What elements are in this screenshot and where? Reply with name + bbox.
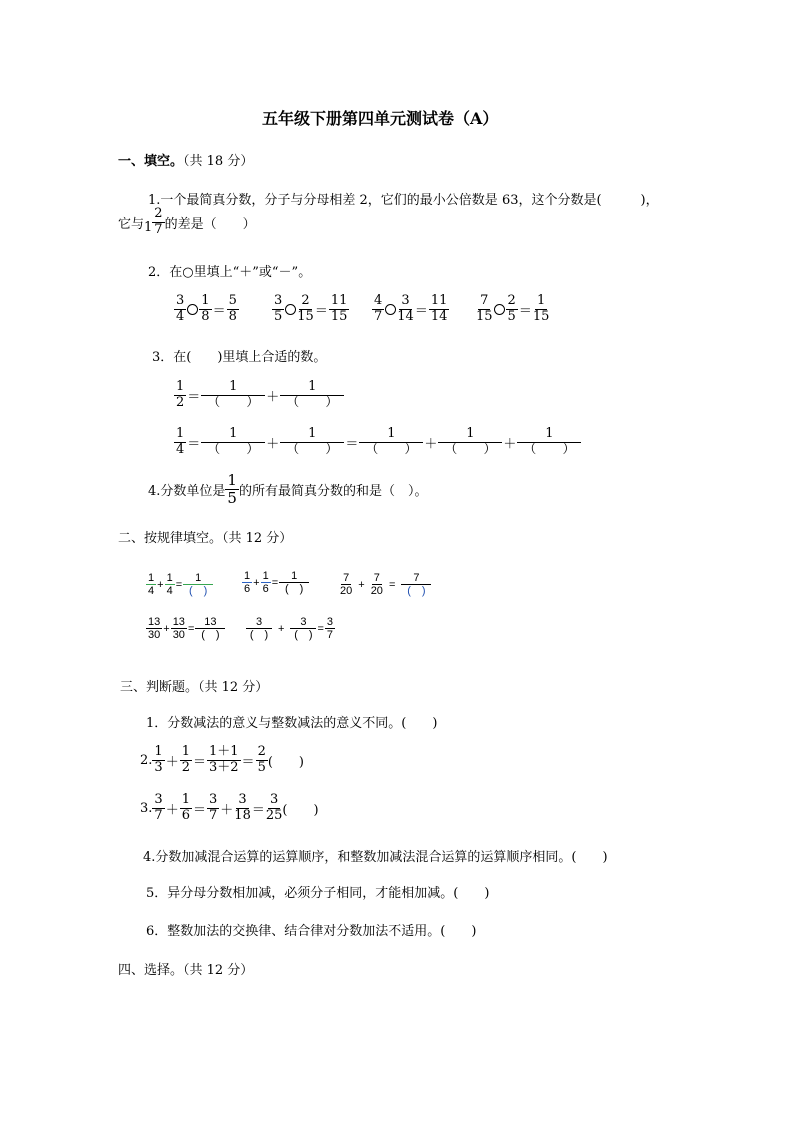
equals-sign: ＝ — [212, 303, 226, 319]
numerator: 1 — [227, 471, 237, 489]
denominator-blank[interactable]: （ ） — [207, 441, 260, 457]
denominator-blank[interactable]: （ ） — [286, 441, 339, 457]
numerator: 11 — [430, 293, 448, 308]
denominator: 15 — [330, 308, 348, 324]
fraction — [340, 572, 352, 597]
denominator: 7 — [154, 807, 163, 823]
judge-q5: 5．异分母分数相加减，必须分子相同，才能相加减。( ) — [146, 886, 490, 901]
numerator: 7 — [373, 572, 380, 584]
section1-heading: 一、填空。 — [118, 154, 184, 169]
denominator: 7 — [154, 221, 163, 237]
numerator: 3 — [401, 293, 410, 308]
q3-equation-2 — [174, 427, 581, 458]
plus-sign: + — [157, 578, 164, 591]
numerator: 1 — [166, 572, 173, 584]
q1-line1: 1.一个最简真分数，分子与分母相差 2，它们的最小公倍数是 63，这个分数是( )， — [148, 193, 659, 208]
numerator: 1 — [280, 380, 344, 396]
equals-sign: ＝ — [345, 436, 359, 452]
section1-score: （共 18 分） — [183, 154, 254, 169]
plus-sign: + — [278, 622, 285, 635]
operator-circle[interactable] — [494, 304, 505, 315]
numerator: 1 — [359, 427, 423, 443]
denominator: 2 — [181, 759, 190, 775]
numerator: 1 — [201, 427, 265, 443]
blank-fraction[interactable] — [438, 427, 502, 458]
numerator: 3 — [154, 792, 163, 807]
numerator: 3 — [246, 616, 272, 629]
blank-fraction[interactable] — [359, 427, 423, 458]
denominator: 20 — [340, 585, 353, 598]
denominator: 7 — [374, 308, 383, 324]
fraction — [165, 572, 175, 597]
q4-prefix: 4.分数单位是 — [148, 484, 226, 500]
answer-blank[interactable]: ( ) — [267, 754, 304, 770]
denominator: 4 — [148, 585, 155, 598]
numerator: 7 — [343, 572, 350, 584]
denominator-blank[interactable]: （ ） — [523, 441, 576, 457]
fraction — [207, 745, 241, 776]
numerator: 1 — [201, 293, 210, 308]
plus-sign: ＋ — [424, 436, 438, 452]
fraction — [199, 294, 211, 325]
plus-sign: ＋ — [165, 754, 179, 770]
numerator: 1 — [244, 570, 251, 582]
fraction — [146, 616, 162, 641]
denominator: 2 — [176, 394, 185, 410]
equals-sign: ＝ — [192, 802, 206, 818]
numerator: 7 — [480, 293, 489, 308]
denominator-blank[interactable]: ( ) — [249, 629, 269, 642]
numerator: 1 — [181, 744, 190, 759]
denominator: 5 — [507, 308, 516, 324]
section2-heading: 二、按规律填空。（共 12 分） — [118, 531, 293, 546]
plus-sign: ＋ — [266, 436, 280, 452]
numerator: 1 — [438, 427, 502, 443]
fraction — [171, 616, 187, 641]
q3-equation-1 — [174, 380, 344, 411]
numerator: 13 — [172, 616, 185, 628]
denominator: 6 — [262, 583, 269, 596]
fraction — [506, 294, 518, 325]
numerator: 1 — [183, 572, 213, 585]
plus-sign: ＋ — [266, 389, 280, 405]
denominator: 6 — [244, 583, 251, 596]
equals-sign: = — [388, 578, 396, 591]
judge-q2 — [140, 745, 304, 776]
fraction — [207, 793, 219, 824]
equals-sign: = — [175, 578, 183, 591]
numerator: 3 — [274, 293, 283, 308]
fraction[interactable] — [401, 572, 431, 597]
q4-line — [148, 472, 427, 508]
equals-sign: ＝ — [187, 389, 201, 405]
equals-sign: ＝ — [241, 754, 255, 770]
equals-sign: = — [271, 576, 279, 589]
denominator: 15 — [297, 308, 314, 324]
denominator: 6 — [181, 807, 190, 823]
operator-circle[interactable] — [285, 304, 296, 315]
fraction — [152, 745, 164, 776]
fraction[interactable] — [195, 616, 225, 641]
numerator: 3 — [269, 792, 279, 807]
q1-suffix: 的差是（ ） — [164, 216, 256, 232]
pattern-item-1 — [146, 572, 213, 597]
fraction[interactable] — [183, 572, 213, 597]
numerator: 1 — [176, 379, 185, 394]
fraction — [174, 294, 186, 325]
q1-mixed-fraction — [152, 207, 164, 238]
numerator: 1 — [280, 427, 344, 443]
section4-heading: 四、选择。（共 12 分） — [118, 963, 254, 978]
numerator: 13 — [148, 616, 161, 628]
fraction — [146, 572, 156, 597]
denominator: 30 — [172, 629, 185, 642]
numerator: 3 — [176, 293, 185, 308]
q3-text: 3．在( )里填上合适的数。 — [152, 350, 327, 365]
plus-sign: ＋ — [503, 436, 517, 452]
fraction — [225, 472, 239, 508]
numerator: 1 — [148, 572, 155, 584]
numerator: 3 — [326, 616, 333, 628]
fraction — [256, 745, 268, 776]
denominator: 4 — [176, 308, 185, 324]
numerator: 1 — [517, 427, 581, 443]
q1-mixed-whole: 1 — [144, 219, 153, 235]
numerator: 1 — [536, 293, 546, 308]
denominator: 15 — [532, 308, 550, 324]
denominator: 5 — [257, 759, 266, 775]
q1-line2 — [118, 207, 256, 238]
plus-sign: + — [358, 578, 365, 591]
numerator: 3 — [238, 792, 247, 807]
pattern-item-2 — [242, 570, 309, 595]
numerator: 2 — [257, 744, 266, 759]
denominator-blank[interactable]: （ ） — [365, 441, 418, 457]
denominator-blank[interactable]: ( ) — [188, 585, 208, 598]
denominator: 14 — [430, 308, 448, 324]
fraction — [371, 572, 383, 597]
equals-sign: = — [317, 622, 324, 635]
numerator: 7 — [401, 572, 431, 585]
plus-sign: ＋ — [220, 802, 234, 818]
numerator: 3 — [290, 616, 316, 629]
denominator-blank[interactable]: ( ) — [294, 629, 313, 642]
numerator: 5 — [228, 293, 237, 308]
denominator: 14 — [397, 308, 414, 324]
denominator: 20 — [370, 585, 383, 598]
equals-sign: = — [187, 622, 195, 635]
denominator-blank[interactable]: ( ) — [201, 629, 220, 642]
denominator-blank[interactable]: （ ） — [286, 394, 339, 410]
fraction — [261, 570, 271, 595]
section1-heading-row — [118, 150, 253, 169]
denominator: 8 — [228, 308, 237, 324]
fraction — [180, 745, 192, 776]
denominator: 25 — [265, 807, 283, 823]
equals-sign: ＝ — [314, 303, 328, 319]
denominator: 30 — [148, 629, 161, 642]
fraction — [397, 294, 414, 325]
plus-sign: + — [163, 622, 170, 635]
fraction — [329, 294, 350, 325]
denominator: 7 — [209, 807, 218, 823]
q2-item-3 — [372, 294, 449, 325]
denominator-blank[interactable]: （ ） — [444, 441, 497, 457]
denominator-blank[interactable]: ( ) — [407, 585, 426, 598]
fraction — [180, 793, 192, 824]
fraction[interactable] — [279, 570, 309, 595]
q2-item-4 — [476, 294, 549, 325]
page-title: 五年级下册第四单元测试卷（A） — [262, 109, 499, 128]
denominator: 15 — [476, 308, 493, 324]
fraction — [325, 616, 335, 641]
plus-sign: ＋ — [165, 802, 179, 818]
fraction — [476, 294, 493, 325]
fraction — [429, 294, 450, 325]
numerator: 1 — [201, 380, 265, 396]
numerator: 2 — [154, 206, 163, 221]
q1-prefix: 它与 — [118, 216, 145, 232]
numerator: 13 — [195, 616, 225, 629]
denominator: 18 — [234, 807, 251, 823]
fraction — [297, 294, 314, 325]
equals-sign: ＝ — [251, 802, 265, 818]
denominator-blank[interactable]: ( ) — [284, 583, 304, 596]
denominator: 4 — [176, 441, 185, 457]
answer-blank[interactable]: ( ) — [282, 802, 319, 818]
q4-suffix: 的所有最简真分数的和是（ ）。 — [238, 484, 428, 500]
fraction — [174, 427, 186, 458]
numerator: 3 — [209, 792, 218, 807]
question-number: 2. — [140, 752, 153, 768]
judge-q4: 4.分数加减混合运算的运算顺序，和整数加减法混合运算的运算顺序相同。( ) — [143, 850, 608, 865]
numerator: 1 — [279, 570, 309, 583]
fraction[interactable] — [290, 616, 316, 641]
pattern-item-3 — [340, 572, 431, 597]
fraction — [152, 793, 164, 824]
fraction — [227, 294, 239, 325]
blank-fraction[interactable] — [517, 427, 581, 458]
equals-sign: ＝ — [414, 303, 428, 319]
numerator: 2 — [301, 293, 310, 308]
numerator: 4 — [374, 293, 383, 308]
blank-fraction[interactable] — [280, 380, 344, 411]
fraction — [533, 294, 550, 325]
question-number: 3. — [140, 800, 153, 816]
denominator: 5 — [227, 489, 237, 508]
denominator: 7 — [326, 629, 333, 642]
fraction[interactable] — [246, 616, 272, 641]
section3-heading: 三、判断题。（共 12 分） — [120, 680, 269, 695]
pattern-item-5 — [246, 616, 335, 641]
plus-sign: + — [253, 576, 260, 589]
operator-circle[interactable] — [385, 304, 396, 315]
fraction — [266, 793, 283, 824]
denominator: 3 — [154, 759, 163, 775]
denominator: 5 — [274, 308, 283, 324]
blank-fraction[interactable] — [201, 427, 265, 458]
numerator: 1 — [181, 792, 190, 807]
numerator: 2 — [507, 293, 516, 308]
judge-q6: 6．整数加法的交换律、结合律对分数加法不适用。( ) — [146, 924, 477, 939]
denominator: 4 — [166, 585, 173, 598]
denominator: 8 — [201, 308, 210, 324]
equals-sign: ＝ — [518, 303, 532, 319]
equals-sign: ＝ — [187, 436, 201, 452]
numerator: 11 — [330, 293, 348, 308]
equals-sign: ＝ — [192, 754, 206, 770]
fraction — [272, 294, 284, 325]
q2-text: 2．在○里填上“＋”或“－”。 — [148, 265, 312, 280]
pattern-item-4 — [146, 616, 225, 641]
fraction — [234, 793, 251, 824]
judge-q1: 1．分数减法的意义与整数减法的意义不同。( ) — [146, 716, 438, 731]
judge-q3 — [140, 793, 319, 824]
numerator: 1 — [154, 744, 163, 759]
fraction — [372, 294, 384, 325]
blank-fraction[interactable] — [201, 380, 265, 411]
fraction — [242, 570, 252, 595]
numerator: 1 — [176, 426, 185, 441]
operator-circle[interactable] — [187, 304, 198, 315]
numerator: 1＋1 — [209, 744, 239, 759]
blank-fraction[interactable] — [280, 427, 344, 458]
denominator: 3＋2 — [209, 759, 239, 775]
fraction — [174, 380, 186, 411]
q2-item-1 — [174, 294, 239, 325]
q2-item-2 — [272, 294, 349, 325]
denominator-blank[interactable]: （ ） — [207, 394, 260, 410]
numerator: 1 — [262, 570, 269, 582]
